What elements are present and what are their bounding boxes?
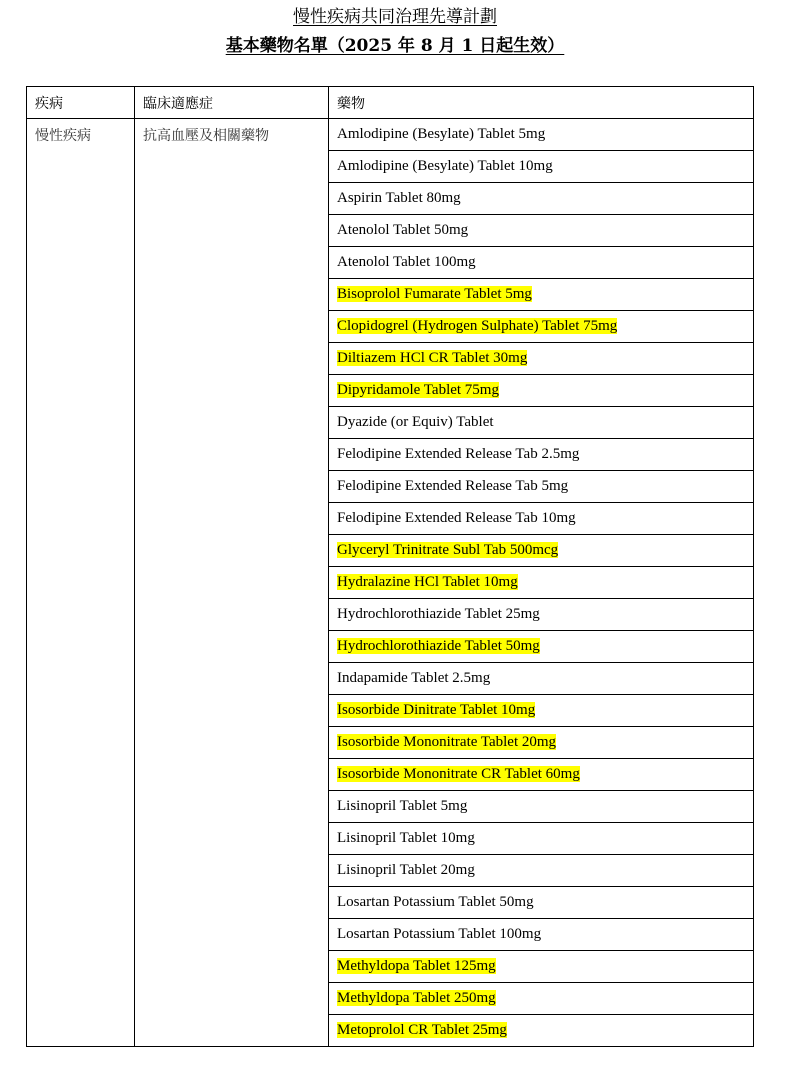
drug-table bbox=[26, 86, 754, 1047]
header-indication: 臨床適應症 bbox=[135, 87, 329, 119]
drug-cell bbox=[329, 631, 754, 663]
drug-cell bbox=[329, 151, 754, 183]
drug-cell bbox=[329, 247, 754, 279]
table-header-row bbox=[27, 87, 754, 119]
drug-name: Lisinopril Tablet 10mg bbox=[337, 830, 475, 846]
drug-name: Dyazide (or Equiv) Tablet bbox=[337, 414, 494, 430]
drug-cell bbox=[329, 535, 754, 567]
drug-name: Indapamide Tablet 2.5mg bbox=[337, 670, 491, 686]
drug-cell bbox=[329, 1015, 754, 1047]
drug-name: Hydrochlorothiazide Tablet 25mg bbox=[337, 606, 540, 622]
drug-name: Felodipine Extended Release Tab 5mg bbox=[337, 478, 569, 494]
table-body bbox=[27, 119, 754, 1047]
drug-cell bbox=[329, 599, 754, 631]
drug-name-highlighted: Methyldopa Tablet 250mg bbox=[337, 990, 496, 1006]
indication-cell: 抗高血壓及相關藥物 bbox=[135, 119, 329, 1047]
drug-cell bbox=[329, 919, 754, 951]
drug-name: Amlodipine (Besylate) Tablet 10mg bbox=[337, 158, 553, 174]
drug-cell bbox=[329, 375, 754, 407]
drug-name: Losartan Potassium Tablet 100mg bbox=[337, 926, 542, 942]
drug-cell bbox=[329, 663, 754, 695]
drug-cell bbox=[329, 311, 754, 343]
drug-cell bbox=[329, 407, 754, 439]
document-subtitle-text: 基本藥物名單（2025 年 8 月 1 日起生效） bbox=[225, 36, 565, 56]
drug-name-highlighted: Bisoprolol Fumarate Tablet 5mg bbox=[337, 286, 532, 302]
drug-cell bbox=[329, 503, 754, 535]
drug-name-highlighted: Glyceryl Trinitrate Subl Tab 500mcg bbox=[337, 542, 559, 558]
drug-cell bbox=[329, 119, 754, 151]
drug-cell bbox=[329, 215, 754, 247]
drug-cell bbox=[329, 567, 754, 599]
drug-cell bbox=[329, 855, 754, 887]
drug-name-highlighted: Methyldopa Tablet 125mg bbox=[337, 958, 496, 974]
drug-cell bbox=[329, 759, 754, 791]
header-drug: 藥物 bbox=[329, 87, 754, 119]
drug-name-highlighted: Hydralazine HCl Tablet 10mg bbox=[337, 574, 518, 590]
drug-name: Felodipine Extended Release Tab 10mg bbox=[337, 510, 576, 526]
drug-name: Losartan Potassium Tablet 50mg bbox=[337, 894, 534, 910]
drug-cell bbox=[329, 951, 754, 983]
drug-cell bbox=[329, 727, 754, 759]
drug-name-highlighted: Diltiazem HCl CR Tablet 30mg bbox=[337, 350, 528, 366]
document-title bbox=[0, 6, 790, 28]
drug-name: Aspirin Tablet 80mg bbox=[337, 190, 461, 206]
document-title-text: 慢性疾病共同治理先導計劃 bbox=[293, 7, 497, 27]
drug-name: Amlodipine (Besylate) Tablet 5mg bbox=[337, 126, 546, 142]
drug-name-highlighted: Metoprolol CR Tablet 25mg bbox=[337, 1022, 507, 1038]
drug-cell bbox=[329, 183, 754, 215]
drug-name: Atenolol Tablet 50mg bbox=[337, 222, 469, 238]
drug-name-highlighted: Isosorbide Mononitrate Tablet 20mg bbox=[337, 734, 557, 750]
drug-cell bbox=[329, 279, 754, 311]
drug-name-highlighted: Clopidogrel (Hydrogen Sulphate) Tablet 75mg bbox=[337, 318, 618, 334]
drug-cell bbox=[329, 823, 754, 855]
drug-name-highlighted: Hydrochlorothiazide Tablet 50mg bbox=[337, 638, 540, 654]
drug-cell bbox=[329, 343, 754, 375]
drug-cell bbox=[329, 439, 754, 471]
drug-name: Lisinopril Tablet 5mg bbox=[337, 798, 468, 814]
drug-cell bbox=[329, 887, 754, 919]
drug-name-highlighted: Dipyridamole Tablet 75mg bbox=[337, 382, 499, 398]
table-row bbox=[27, 119, 754, 151]
drug-cell bbox=[329, 791, 754, 823]
drug-cell bbox=[329, 471, 754, 503]
drug-cell bbox=[329, 695, 754, 727]
drug-name: Lisinopril Tablet 20mg bbox=[337, 862, 475, 878]
drug-cell bbox=[329, 983, 754, 1015]
header-disease: 疾病 bbox=[27, 87, 135, 119]
disease-cell: 慢性疾病 bbox=[27, 119, 135, 1047]
document-subtitle bbox=[0, 35, 790, 57]
drug-name-highlighted: Isosorbide Dinitrate Tablet 10mg bbox=[337, 702, 536, 718]
drug-name: Atenolol Tablet 100mg bbox=[337, 254, 476, 270]
drug-name-highlighted: Isosorbide Mononitrate CR Tablet 60mg bbox=[337, 766, 580, 782]
drug-name: Felodipine Extended Release Tab 2.5mg bbox=[337, 446, 580, 462]
